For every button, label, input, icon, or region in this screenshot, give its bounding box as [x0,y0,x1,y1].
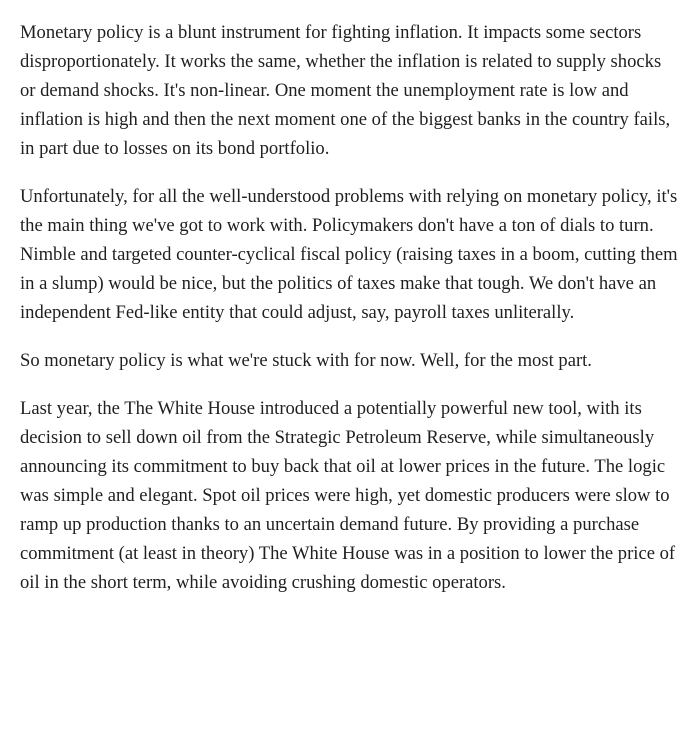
paragraph-main-thing-to-work-with: Unfortunately, for all the well-understood problems with relying on monetary policy, it's the main thing we've got to work with. Policymakers don't have a ton of dials to turn. Nimble and targeted counter-cyclical fiscal policy (raising taxes in a boom, cutting them in a slump) would be nice, but the politics of taxes make that tough. We don't have an independent Fed-like entity that could adjust, say, payroll taxes unliterally. [20,186,678,323]
paragraph-strategic-petroleum-reserve: Last year, the The White House introduced a potentially powerful new tool, with its decision to sell down oil from the Strategic Petroleum Reserve, while simultaneously announcing its commitment to buy back that oil at lower prices in the future. The logic was simple and elegant. Spot oil prices were high, yet domestic producers were slow to ramp up production thanks to an uncertain demand future. By providing a purchase commitment (at least in theory) The White House was in a position to lower the price of oil in the short term, while avoiding crushing domestic operators. [20,398,676,593]
paragraph-monetary-policy-blunt: Monetary policy is a blunt instrument for fighting inflation. It impacts some sectors disproportionately. It works the same, whether the inflation is related to supply shocks or demand shocks. It's non-linear. One moment the unemployment rate is low and inflation is high and then the next moment one of the biggest banks in the country fails, in part due to losses on its bond portfolio. [20,22,671,159]
paragraph-stuck-with-for-now: So monetary policy is what we're stuck with for now. Well, for the most part. [20,350,592,371]
